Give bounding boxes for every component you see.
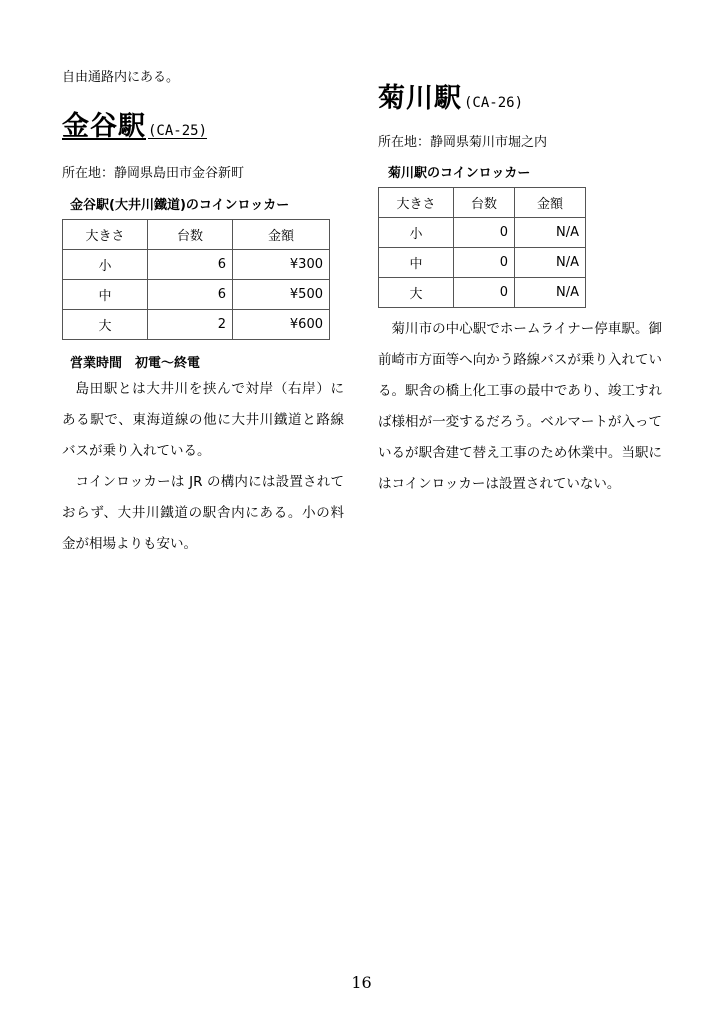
cell-count: 6 — [148, 250, 233, 280]
station-address: 所在地：静岡県島田市金谷新町 — [62, 166, 245, 181]
cell-price: N/A — [515, 248, 586, 278]
table-row — [63, 250, 330, 280]
locker-table — [378, 187, 586, 308]
locker-table — [62, 219, 330, 340]
table-row — [63, 280, 330, 310]
cell-size: 大 — [379, 278, 454, 308]
cell-size: 小 — [63, 250, 148, 280]
station-name: 金谷駅 — [62, 111, 146, 142]
header-count: 台数 — [454, 188, 515, 218]
description-paragraph: コインロッカーは JR の構内には設置されておらず、大井川鐵道の駅舎内にある。小の料金が相場よりも安い。 — [62, 474, 344, 552]
cell-count: 2 — [148, 310, 233, 340]
cell-count: 0 — [454, 218, 515, 248]
station-code: (CA-25) — [148, 123, 208, 139]
cell-price: ¥600 — [233, 310, 330, 340]
station-name: 菊川駅 — [378, 83, 462, 114]
header-price: 金額 — [515, 188, 586, 218]
cell-price: ¥500 — [233, 280, 330, 310]
header-size: 大きさ — [379, 188, 454, 218]
header-price: 金額 — [233, 220, 330, 250]
cell-count: 6 — [148, 280, 233, 310]
table-row — [379, 248, 586, 278]
business-hours: 営業時間 初電～終電 — [70, 356, 201, 371]
cell-size: 中 — [379, 248, 454, 278]
table-header-row — [63, 220, 330, 250]
table-header-row — [379, 188, 586, 218]
station-heading-kikugawa — [378, 76, 523, 115]
description-paragraph: 菊川市の中心駅でホームライナー停車駅。御前崎市方面等へ向かう路線バスが乗り入れている。駅舎の橋上化工事の最中であり、竣工すれば様相が一変するだろう。ベルマートが入っているが駅舎建て替え工事のため休業中。当駅にはコインロッカーは設置されていない。 — [378, 321, 662, 492]
station-heading-kanaya — [62, 104, 207, 143]
description-paragraph: 島田駅とは大井川を挟んで対岸（右岸）にある駅で、東海道線の他に大井川鐵道と路線バスが乗り入れている。 — [62, 381, 344, 459]
cell-price: N/A — [515, 218, 586, 248]
header-count: 台数 — [148, 220, 233, 250]
locker-table-caption: 金谷駅(大井川鐵道)のコインロッカー — [70, 198, 290, 213]
station-code: (CA-26) — [464, 95, 524, 111]
cell-size: 小 — [379, 218, 454, 248]
locker-table-caption: 菊川駅のコインロッカー — [388, 166, 531, 181]
cell-size: 大 — [63, 310, 148, 340]
page-number: 16 — [351, 973, 372, 992]
cell-count: 0 — [454, 248, 515, 278]
cell-count: 0 — [454, 278, 515, 308]
table-row — [63, 310, 330, 340]
cell-price: ¥300 — [233, 250, 330, 280]
table-row — [379, 278, 586, 308]
continuation-text: 自由通路内にある。 — [62, 70, 180, 85]
cell-size: 中 — [63, 280, 148, 310]
cell-price: N/A — [515, 278, 586, 308]
header-size: 大きさ — [63, 220, 148, 250]
station-address: 所在地：静岡県菊川市堀之内 — [378, 135, 548, 150]
table-row — [379, 218, 586, 248]
